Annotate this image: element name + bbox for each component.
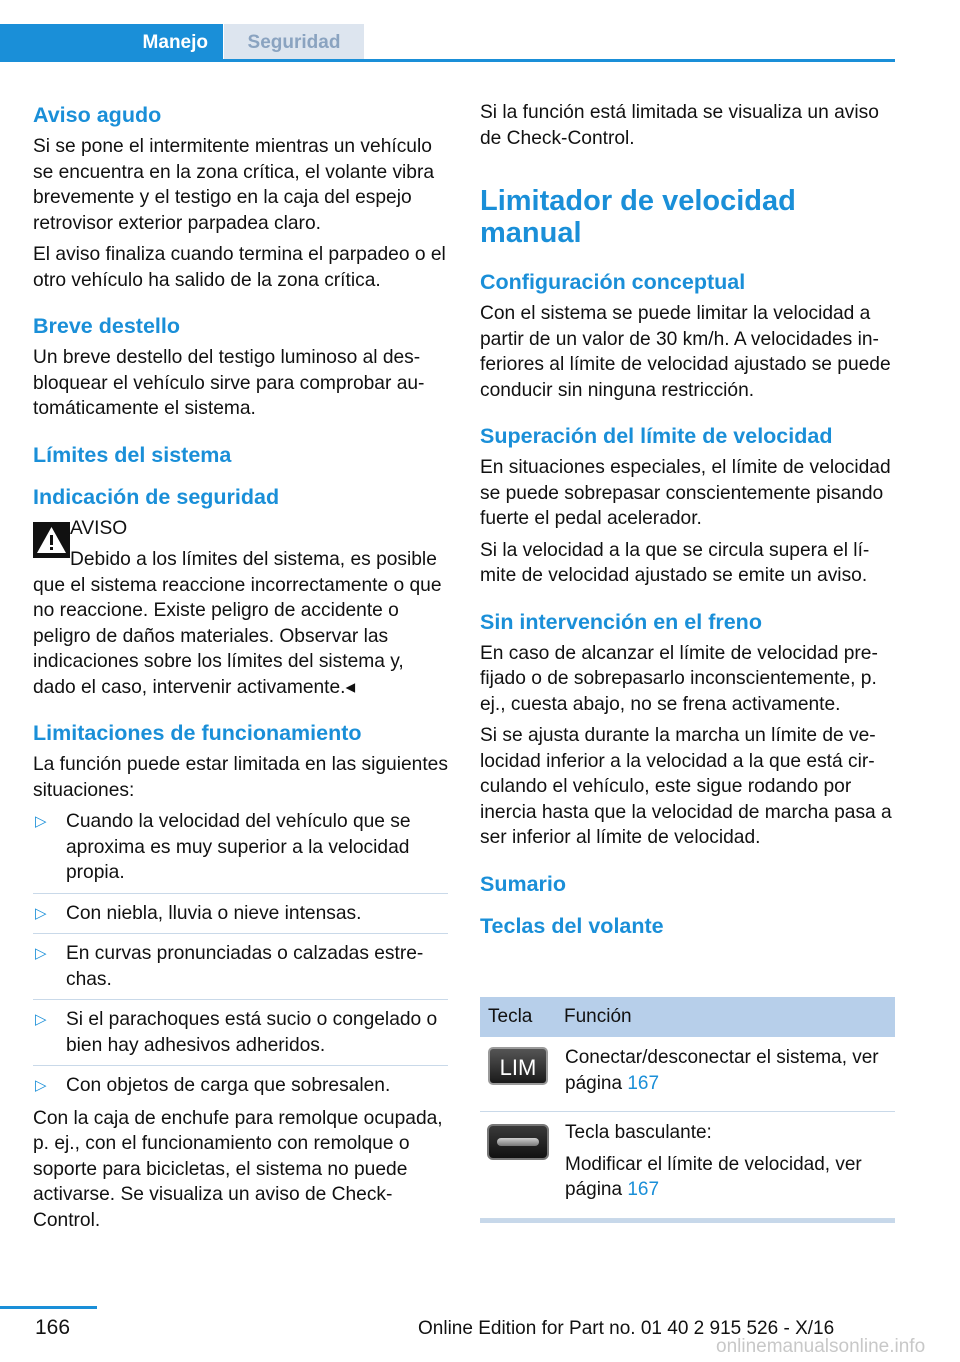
heading-limites-sistema: Límites del sistema (33, 442, 232, 467)
list-item: ▷ Si el parachoques está sucio o congelado o bien hay adhesivos adheridos. (33, 1007, 448, 1066)
paragraph: Un breve destello del testigo luminoso al desbloquear el vehículo sirve para comprobar automáticamente el sistema. (33, 347, 425, 419)
heading-sumario: Sumario (480, 871, 567, 896)
page-link[interactable]: 167 (627, 1072, 660, 1094)
warning-block (33, 516, 448, 701)
warning-text: Debido a los límites del sistema, es posible que el sistema reaccione incorrectamente o que no reaccione. Existe peligro de accidente o peligro de daños materiales. Observar las indicaciones sobre los límites del sistema y, dado el caso, intervenir activamente.◂ (33, 549, 442, 698)
paragraph: En caso de alcanzar el límite de velocidad prefijado o de sobrepasarlo inconscientemente, p. ej., cuesta abajo, no se frena activamente. (480, 642, 878, 715)
paragraph: Con la caja de enchufe para remolque ocupada, p. ej., con el funcionamiento con remolque o soporte para bicicletas, el sistema no puede activarse. Se visualiza un aviso de Check-Control. (33, 1107, 443, 1231)
page-link[interactable]: 167 (627, 1179, 660, 1200)
table-row (480, 1037, 895, 1112)
list-item: ▷ Con objetos de carga que sobresalen. (33, 1073, 448, 1106)
limitations-list (33, 809, 448, 1106)
column-header-funcion: Función (564, 1006, 632, 1027)
warning-triangle-icon (33, 522, 70, 558)
watermark: onlinemanualsonline.info (716, 1336, 926, 1357)
page-header (0, 0, 895, 62)
table-row (480, 1112, 895, 1219)
left-column (33, 100, 448, 1239)
paragraph: Con el sistema se puede limitar la velocidad a partir de un valor de 30 km/h. A velocidades inferiores al límite de velocidad ajustado se puede conducir sin ninguna restricción. (480, 303, 891, 401)
paragraph: En situaciones especiales, el límite de velocidad se puede sobrepasar conscientemente pisando fuerte el pedal acelerador. (480, 457, 891, 529)
bullet-triangle-icon: ▷ (35, 1011, 47, 1028)
heading-teclas-volante: Teclas del volante (480, 913, 664, 938)
table-header (480, 997, 895, 1037)
heading-superacion: Superación del límite de velocidad (480, 424, 833, 448)
heading-sin-intervencion: Sin intervención en el freno (480, 609, 762, 634)
paragraph: Si la función está limitada se visualiza un aviso de Check-Control. (480, 102, 879, 149)
rocker-switch-icon (487, 1124, 549, 1160)
table-bottom-rule (480, 1219, 895, 1223)
paragraph: Si se ajusta durante la marcha un límite de velocidad inferior a la velocidad a la que está circulando el vehículo, este sigue rodando por inercia hasta que la velocidad de marcha pasa a ser inferior al límite de velocidad. (480, 725, 892, 848)
warning-label: AVISO (70, 517, 128, 539)
bullet-triangle-icon: ▷ (35, 1077, 47, 1094)
bullet-triangle-icon: ▷ (35, 945, 47, 962)
tab-seguridad[interactable]: Seguridad (224, 24, 364, 62)
bullet-triangle-icon: ▷ (35, 813, 47, 830)
heading-breve-destello: Breve destello (33, 314, 180, 338)
heading-indicacion-seguridad: Indicación de seguridad (33, 484, 280, 509)
list-item: ▷ Con niebla, lluvia o nieve intensas. (33, 901, 448, 935)
paragraph: El aviso finaliza cuando termina el parpadeo o el otro vehículo ha salido de la zona crítica. (33, 244, 446, 291)
heading-configuracion: Configuración conceptual (480, 270, 746, 294)
row-text: Modificar el límite de velocidad, ver página (565, 1153, 862, 1200)
list-item: ▷ Cuando la velocidad del vehículo que se aproxima es muy superior a la velocidad propia. (33, 809, 448, 894)
row-text: Conectar/desconectar el sistema, ver página (565, 1047, 879, 1094)
page-number: 166 (35, 1316, 71, 1339)
row-title: Tecla basculante: (565, 1122, 712, 1143)
heading-limitador-velocidad: Limitador de velocidad manual (480, 185, 796, 249)
buttons-table (480, 997, 895, 1223)
right-column (480, 100, 894, 945)
heading-aviso-agudo: Aviso agudo (33, 103, 162, 127)
header-rule (0, 59, 895, 62)
paragraph: Si la velocidad a la que se circula supera el límite de velocidad ajustado se emite un aviso. (480, 539, 870, 586)
edition-text: Online Edition for Part no. 01 40 2 915 526 - X/16 (418, 1318, 835, 1339)
column-header-tecla: Tecla (488, 1006, 533, 1027)
list-item: ▷ En curvas pronunciadas o calzadas estrechas. (33, 941, 448, 1000)
footer-rule (0, 1306, 97, 1309)
bullet-triangle-icon: ▷ (35, 904, 47, 922)
paragraph: Si se pone el intermitente mientras un vehículo se encuentra en la zona crítica, el volante vibra brevemente y el testigo en la caja del espejo retrovisor exterior parpadea claro. (33, 136, 435, 234)
tab-manejo[interactable]: Manejo (0, 24, 223, 62)
paragraph: La función puede estar limitada en las siguientes situaciones: (33, 754, 448, 801)
heading-limitaciones: Limitaciones de funcionamiento (33, 721, 362, 745)
lim-button-icon: LIM (488, 1047, 548, 1085)
